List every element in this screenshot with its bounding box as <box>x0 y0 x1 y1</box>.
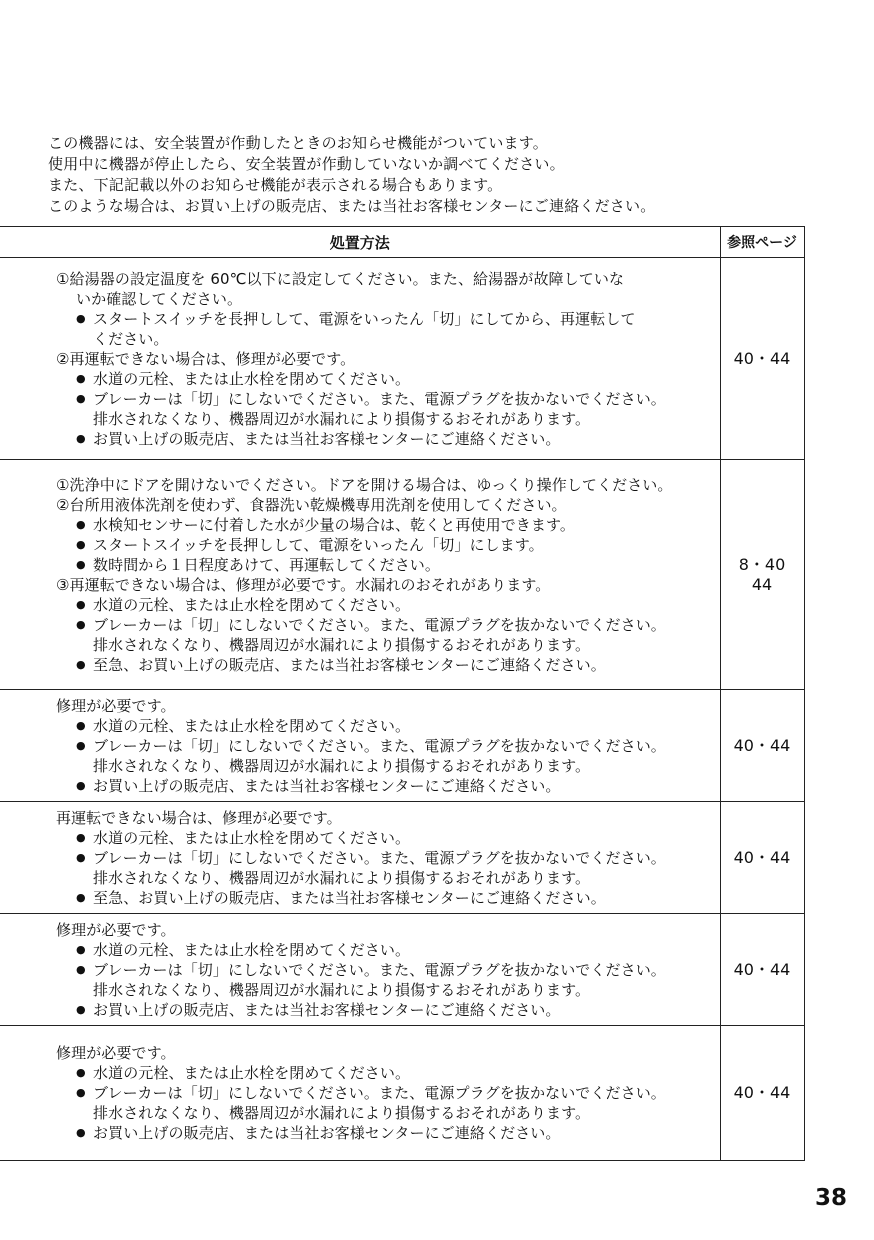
bullet-line: ● 至急、お買い上げの販売店、または当社お客様センターにご連絡ください。 <box>56 888 712 908</box>
remedy-cell <box>0 802 720 914</box>
bullet-line-cont: ください。 <box>93 329 169 348</box>
table-row <box>0 690 804 802</box>
bullet-line: ● お買い上げの販売店、または当社お客様センターにご連絡ください。 <box>56 776 712 796</box>
bullet-line-cont: 排水されなくなり、機器周辺が水漏れにより損傷するおそれがあります。 <box>93 756 591 775</box>
bullet-line: ● 数時間から１日程度あけて、再運転してください。 <box>56 555 712 575</box>
ref-page: 40・44 <box>733 1083 791 1102</box>
bullet-line-cont: 排水されなくなり、機器周辺が水漏れにより損傷するおそれがあります。 <box>93 1104 591 1122</box>
bullet-line: ● 水道の元栓、または止水栓を閉めてください。 <box>56 369 712 389</box>
bullet-line: ● 水道の元栓、または止水栓を閉めてください。 <box>56 828 712 848</box>
bullet-line: ● お買い上げの販売店、または当社お客様センターにご連絡ください。 <box>56 1000 712 1020</box>
step-line: ②台所用液体洗剤を使わず、食器洗い乾燥機専用洗剤を使用してください。 <box>56 495 567 514</box>
step-line: 再運転できない場合は、修理が必要です。 <box>56 808 342 827</box>
header-ref-page: 参照ページ <box>720 227 804 258</box>
remedy-cell <box>0 460 720 690</box>
step-line: 修理が必要です。 <box>56 1044 176 1062</box>
bullet-line: ● ブレーカーは「切」にしないでください。また、電源プラグを抜かないでください。 <box>56 848 712 868</box>
intro-line: このような場合は、お買い上げの販売店、または当社お客様センターにご連絡ください。 <box>48 197 656 215</box>
step-line-cont: いか確認してください。 <box>76 289 243 308</box>
intro-line: 使用中に機器が停止したら、安全装置が作動していないか調べてください。 <box>48 155 565 173</box>
bullet-line-cont: 排水されなくなり、機器周辺が水漏れにより損傷するおそれがあります。 <box>93 409 591 428</box>
ref-page-cell <box>720 460 804 690</box>
bullet-line: ● スタートスイッチを長押しして、電源をいったん「切」にしてから、再運転して <box>56 309 712 329</box>
bullet-line: ● ブレーカーは「切」にしないでください。また、電源プラグを抜かないでください。 <box>56 960 712 980</box>
step-line: ②再運転できない場合は、修理が必要です。 <box>56 349 356 368</box>
ref-page: 40・44 <box>733 735 791 755</box>
step-line: 修理が必要です。 <box>56 920 176 939</box>
table-row <box>0 258 804 460</box>
intro-text <box>48 133 848 217</box>
remedy-table <box>0 226 805 1161</box>
bullet-line-cont: 排水されなくなり、機器周辺が水漏れにより損傷するおそれがあります。 <box>93 868 591 887</box>
step-line: ①洗浄中にドアを開けないでください。ドアを開ける場合は、ゆっくり操作してください。 <box>56 475 673 494</box>
table-row <box>0 802 804 914</box>
remedy-cell <box>0 258 720 460</box>
step-line: ①給湯器の設定温度を 60℃以下に設定してください。また、給湯器が故障していな <box>56 269 625 288</box>
table-row <box>0 460 804 690</box>
header-remedy: 処置方法 <box>0 227 720 258</box>
intro-line: この機器には、安全装置が作動したときのお知らせ機能がついています。 <box>48 134 548 152</box>
bullet-line: ● ブレーカーは「切」にしないでください。また、電源プラグを抜かないでください。 <box>56 389 712 409</box>
bullet-line-cont: 排水されなくなり、機器周辺が水漏れにより損傷するおそれがあります。 <box>93 980 591 999</box>
ref-page-cell <box>720 802 804 914</box>
bullet-line: ● 水道の元栓、または止水栓を閉めてください。 <box>56 940 712 960</box>
ref-page: 40・44 <box>733 348 791 368</box>
bullet-line: ● 水道の元栓、または止水栓を閉めてください。 <box>56 595 712 615</box>
remedy-cell <box>0 1026 720 1161</box>
step-line: 修理が必要です。 <box>56 696 176 715</box>
bullet-line: ● お買い上げの販売店、または当社お客様センターにご連絡ください。 <box>56 429 712 449</box>
intro-line: また、下記記載以外のお知らせ機能が表示される場合もあります。 <box>48 176 503 194</box>
bullet-line: ● 水道の元栓、または止水栓を閉めてください。 <box>56 716 712 736</box>
ref-page: 44 <box>751 574 773 594</box>
ref-page-cell <box>720 914 804 1026</box>
ref-page: 8・40 <box>738 554 786 574</box>
bullet-line: ● スタートスイッチを長押しして、電源をいったん「切」にします。 <box>56 535 712 555</box>
bullet-line-cont: 排水されなくなり、機器周辺が水漏れにより損傷するおそれがあります。 <box>93 635 591 654</box>
ref-page-cell <box>720 258 804 460</box>
ref-page: 40・44 <box>733 847 791 867</box>
table-header-row <box>0 227 804 258</box>
bullet-line: ● お買い上げの販売店、または当社お客様センターにご連絡ください。 <box>56 1123 712 1143</box>
ref-page-cell <box>720 690 804 802</box>
table-row <box>0 914 804 1026</box>
ref-page-cell <box>720 1026 804 1161</box>
bullet-line: ● ブレーカーは「切」にしないでください。また、電源プラグを抜かないでください。 <box>56 736 712 756</box>
step-line: ③再運転できない場合は、修理が必要です。水漏れのおそれがあります。 <box>56 575 551 594</box>
page-number: 38 <box>815 1185 848 1211</box>
table-row <box>0 1026 804 1161</box>
remedy-cell <box>0 690 720 802</box>
bullet-line: ● ブレーカーは「切」にしないでください。また、電源プラグを抜かないでください。 <box>56 615 712 635</box>
bullet-line: ● 水道の元栓、または止水栓を閉めてください。 <box>56 1063 712 1083</box>
bullet-line: ● 水検知センサーに付着した水が少量の場合は、乾くと再使用できます。 <box>56 515 712 535</box>
bullet-line: ● 至急、お買い上げの販売店、または当社お客様センターにご連絡ください。 <box>56 655 712 675</box>
bullet-line: ● ブレーカーは「切」にしないでください。また、電源プラグを抜かないでください。 <box>56 1083 712 1103</box>
ref-page: 40・44 <box>733 959 791 979</box>
remedy-cell <box>0 914 720 1026</box>
